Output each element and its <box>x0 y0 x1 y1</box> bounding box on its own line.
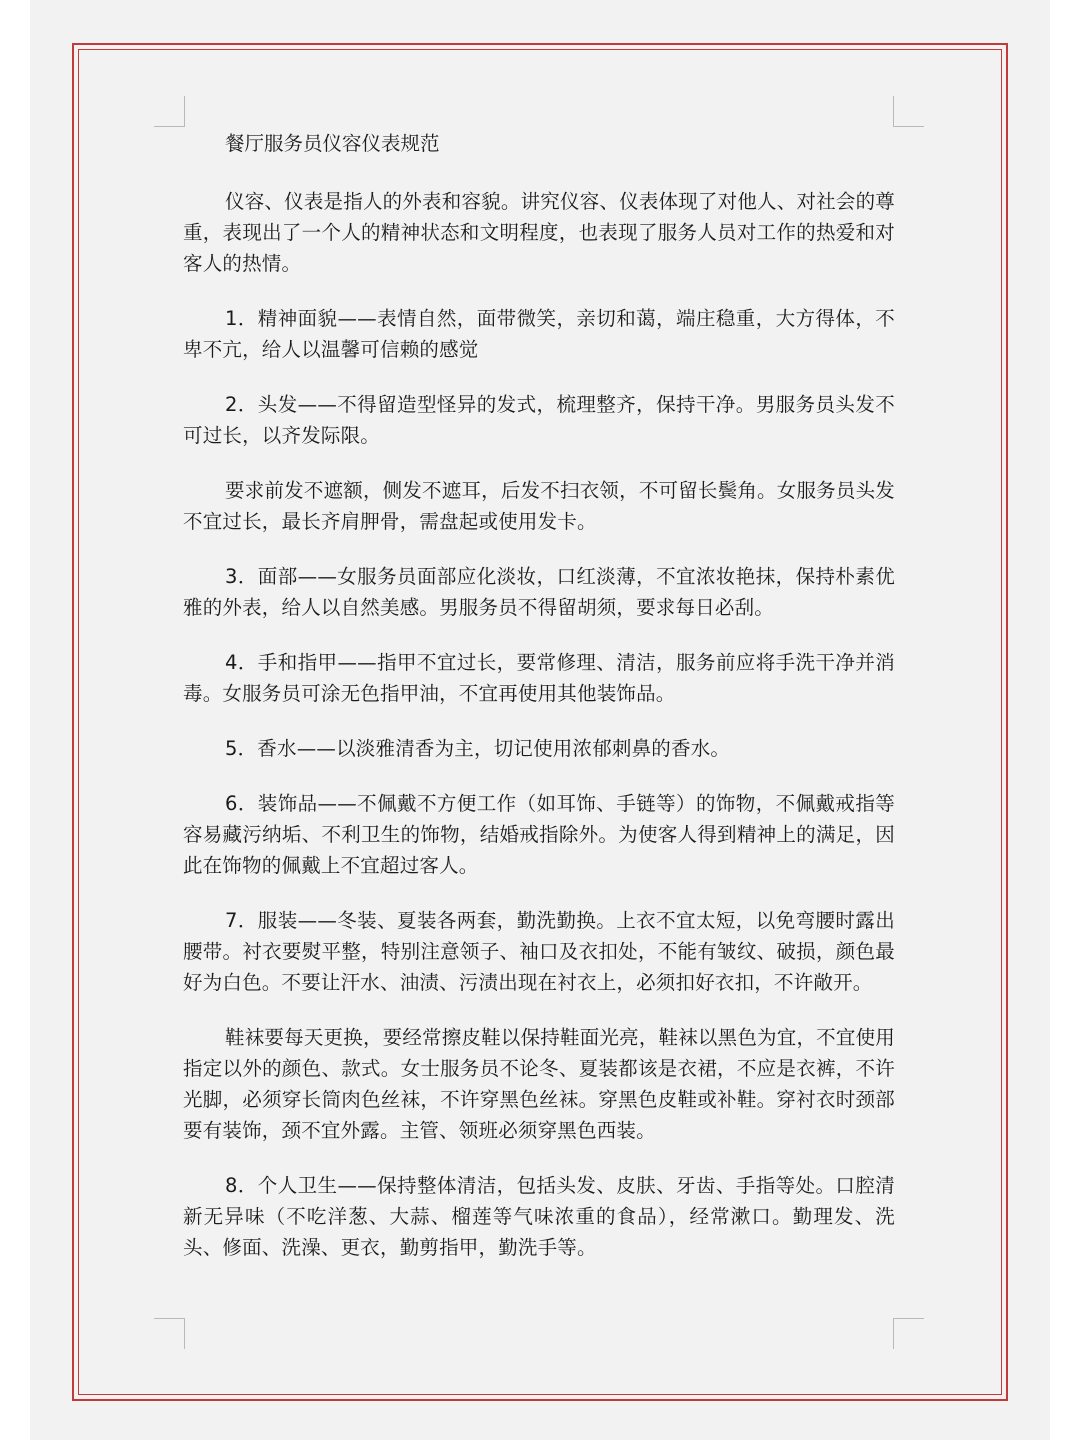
paragraph-hair-detail: 要求前发不遮额，侧发不遮耳，后发不扫衣领，不可留长鬓角。女服务员头发不宜过长，最长齐肩胛骨，需盘起或使用发卡。 <box>183 479 895 533</box>
paragraph-face: 3．面部——女服务员面部应化淡妆，口红淡薄，不宜浓妆艳抹，保持朴素优雅的外表，给人以自然美感。男服务员不得留胡须，要求每日必刮。 <box>183 565 895 619</box>
paragraph-perfume: 5．香水——以淡雅清香为主，切记使用浓郁刺鼻的香水。 <box>225 737 731 760</box>
document-body <box>183 126 895 1287</box>
paragraph-spirit: 1．精神面貌——表情自然，面带微笑，亲切和蔼，端庄稳重，大方得体，不卑不亢，给人以温馨可信赖的感觉 <box>183 307 895 361</box>
document-title: 餐厅服务员仪容仪表规范 <box>225 132 440 155</box>
crop-mark-top-left <box>154 96 185 127</box>
paragraph-hygiene: 8．个人卫生——保持整体清洁，包括头发、皮肤、牙齿、手指等处。口腔清新无异味（不吃洋葱、大蒜、榴莲等气味浓重的食品），经常漱口。勤理发、洗头、修面、洗澡、更衣，勤剪指甲，勤洗手等。 <box>183 1174 895 1259</box>
paragraph-clothing: 7．服装——冬装、夏装各两套，勤洗勤换。上衣不宜太短，以免弯腰时露出腰带。衬衣要熨平整，特别注意领子、袖口及衣扣处，不能有皱纹、破损，颜色最好为白色。不要让汗水、油渍、污渍出现在衬衣上，必须扣好衣扣，不许敞开。 <box>183 909 895 994</box>
crop-mark-bottom-right <box>893 1318 924 1349</box>
crop-mark-top-right <box>893 96 924 127</box>
paragraph-intro: 仪容、仪表是指人的外表和容貌。讲究仪容、仪表体现了对他人、对社会的尊重，表现出了一个人的精神状态和文明程度，也表现了服务人员对工作的热爱和对客人的热情。 <box>183 190 895 275</box>
paragraph-accessories: 6．装饰品——不佩戴不方便工作（如耳饰、手链等）的饰物，不佩戴戒指等容易藏污纳垢、不利卫生的饰物，结婚戒指除外。为使客人得到精神上的满足，因此在饰物的佩戴上不宜超过客人。 <box>183 792 895 877</box>
paragraph-shoes-socks: 鞋袜要每天更换，要经常擦皮鞋以保持鞋面光亮，鞋袜以黑色为宜，不宜使用指定以外的颜色、款式。女士服务员不论冬、夏装都该是衣裙，不应是衣裤，不许光脚，必须穿长筒肉色丝袜，不许穿黑色丝袜。穿黑色皮鞋或补鞋。穿衬衣时颈部要有装饰，颈不宜外露。主管、领班必须穿黑色西装。 <box>183 1026 895 1142</box>
paragraph-hair: 2．头发——不得留造型怪异的发式，梳理整齐，保持干净。男服务员头发不可过长，以齐发际限。 <box>183 393 895 447</box>
paragraph-hands-nails: 4．手和指甲——指甲不宜过长，要常修理、清洁，服务前应将手洗干净并消毒。女服务员可涂无色指甲油，不宜再使用其他装饰品。 <box>183 651 895 705</box>
crop-mark-bottom-left <box>154 1318 185 1349</box>
